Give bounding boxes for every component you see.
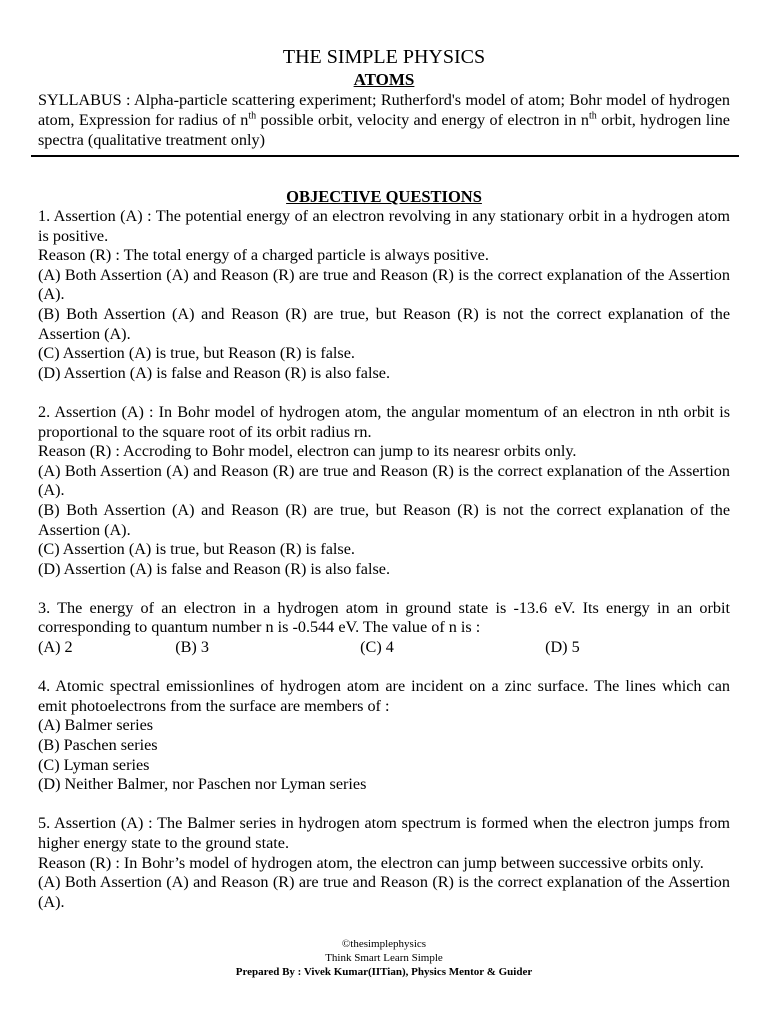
options-row [38,638,730,658]
question-4 [38,677,730,795]
option-a: (A) Both Assertion (A) and Reason (R) are true and Reason (R) is the correct explanation of the Assertion (A). [38,461,730,500]
syllabus-superscript-1: th [248,110,257,122]
question-5 [38,814,730,912]
section-heading: OBJECTIVE QUESTIONS [286,187,482,206]
chapter-title: ATOMS [353,70,415,89]
question-stem: 2. Assertion (A) : In Bohr model of hydrogen atom, the angular momentum of an electron in nth orbit is proportional to the square root of its orbit radius rn. [38,402,730,441]
question-reason: Reason (R) : Accroding to Bohr model, electron can jump to its nearesr orbits only. [38,442,577,461]
question-stem: 3. The energy of an electron in a hydrogen atom in ground state is -13.6 eV. Its energy in an orbit corresponding to quantum number n is -0.544 eV. The value of n is : [38,598,730,637]
option-a: (A) Balmer series [38,716,154,735]
question-reason: Reason (R) : The total energy of a charged particle is always positive. [38,246,489,265]
option-c: (C) Assertion (A) is true, but Reason (R) is false. [38,344,355,363]
footer-handle: ©thesimplephysics [341,938,427,950]
question-stem: 4. Atomic spectral emissionlines of hydrogen atom are incident on a zinc surface. The lines which can emit photoelectrons from the surface are members of : [38,677,730,715]
option-b: (B) Both Assertion (A) and Reason (R) are true, but Reason (R) is not the correct explanation of the Assertion (A). [38,304,730,343]
syllabus-superscript-2: th [588,110,597,122]
option-d: (D) Assertion (A) is false and Reason (R) is also false. [38,363,390,382]
syllabus-text [38,90,730,150]
option-b: (B) 3 [175,638,209,657]
option-a: (A) Both Assertion (A) and Reason (R) are true and Reason (R) is the correct explanation of the Assertion (A). [38,265,730,304]
syllabus-part-1: SYLLABUS : Alpha-particle scattering experiment; Rutherford's model of atom; Bohr model of hydrogen atom, Expression for radius of n [38,91,730,129]
option-c: (C) 4 [360,638,394,657]
option-b: (B) Both Assertion (A) and Reason (R) are true, but Reason (R) is not the correct explanation of the Assertion (A). [38,500,730,539]
option-c: (C) Lyman series [38,755,150,774]
question-stem: 1. Assertion (A) : The potential energy of an electron revolving in any stationary orbit in a hydrogen atom is positive. [38,207,730,245]
option-a: (A) Both Assertion (A) and Reason (R) are true and Reason (R) is the correct explanation of the Assertion (A). [38,873,730,911]
option-c: (C) Assertion (A) is true, but Reason (R) is false. [38,540,355,559]
question-list [38,207,730,932]
question-stem: 5. Assertion (A) : The Balmer series in hydrogen atom spectrum is formed when the electron jumps from higher energy state to the ground state. [38,814,730,852]
question-1 [38,207,730,383]
syllabus-part-2: possible orbit, velocity and energy of electron in n [256,111,589,129]
option-a: (A) 2 [38,638,73,657]
question-2 [38,403,730,579]
header-divider [31,155,739,157]
option-d: (D) Assertion (A) is false and Reason (R) is also false. [38,559,390,578]
question-3 [38,599,730,658]
page-title: THE SIMPLE PHYSICS [282,46,486,68]
footer-prepared-by: Prepared By : Vivek Kumar(IITian), Physics Mentor & Guider [235,966,533,978]
question-reason: Reason (R) : In Bohr’s model of hydrogen atom, the electron can jump between successive orbits only. [38,853,704,872]
footer-tagline: Think Smart Learn Simple [325,952,443,964]
option-d: (D) 5 [545,638,580,657]
option-b: (B) Paschen series [38,736,158,755]
syllabus-part-3: orbit, hydrogen line spectra (qualitative treatment only) [38,111,730,149]
page-footer [0,937,768,979]
option-d: (D) Neither Balmer, nor Paschen nor Lyman series [38,775,367,794]
